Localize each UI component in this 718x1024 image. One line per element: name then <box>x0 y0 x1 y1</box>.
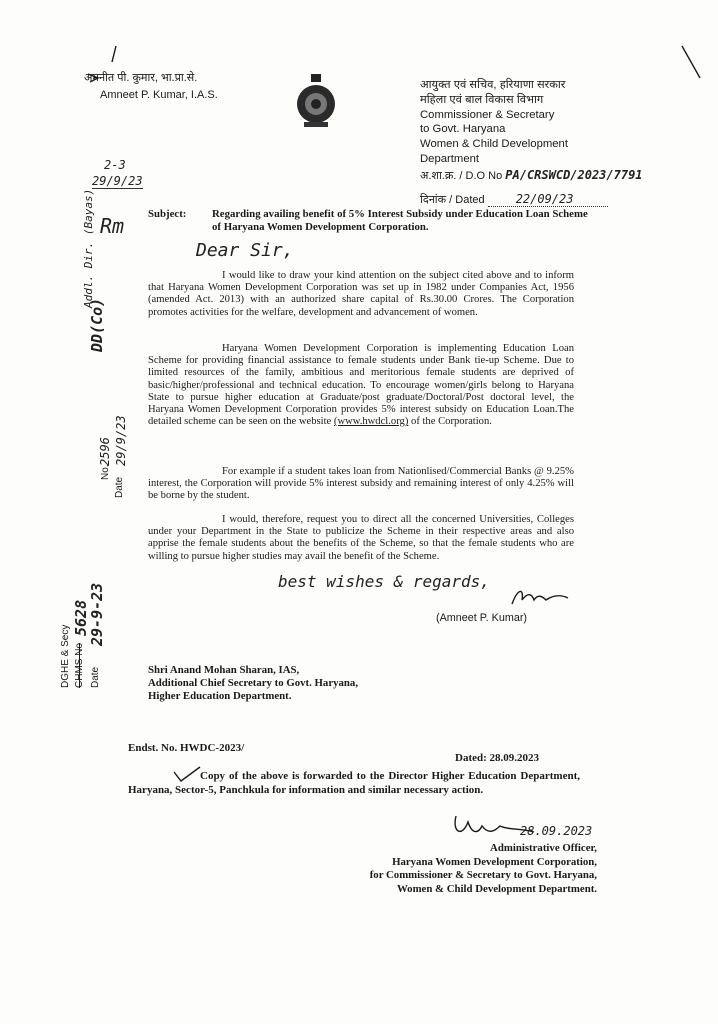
officer-line: for Commissioner & Secretary to Govt. Haryana, <box>369 869 597 882</box>
sender-name: Amneet P. Kumar, I.A.S. <box>100 89 218 101</box>
endorsement-number: Endst. No. HWDC-2023/ <box>128 742 245 754</box>
paragraph-2-text: Haryana Women Development Corporation is implementing Education Loan Scheme for providing financial assistance to female students under Bank tie-up Scheme. Due to limited resources of the family, ambitious and meritorious female students are deprived of basic/higher/professional and technical education. To encourage women/girls belong to Haryana State to pursue higher education at Graduate/post graduate/Doctoral/Post doctoral level, the Haryana Women Development Corporation provides 5% interest subsidy on Education Loan.The detailed scheme can be seen on the website <box>148 343 574 428</box>
subject-text: Regarding availing benefit of 5% Interest Subsidy under Education Loan Scheme of Haryana Women Development Corporation. <box>212 208 588 233</box>
do-number <box>420 168 643 183</box>
receipt-number: 2-3 <box>104 158 126 172</box>
subject-label: Subject: <box>148 208 187 220</box>
body-paragraph-2 <box>148 343 574 428</box>
stamp-date-value: 29/9/23 <box>114 415 128 466</box>
closing-handwritten: best wishes & regards, <box>278 572 490 591</box>
do-label: अ.शा.क्र. / D.O No <box>420 170 503 182</box>
margin-note-addl-dir: Addl. Dir. (Bayas) <box>82 188 95 308</box>
website-link[interactable]: (www.hwdcl.org) <box>333 416 409 428</box>
officer-line: Women & Child Development Department. <box>396 882 597 895</box>
office-line: Women & Child Development <box>420 138 568 151</box>
copy-forward-text: Copy of the above is forwarded to the Director Higher Education Department, Haryana, Sector-5, Panchkula for information and similar necessary action. <box>128 770 580 796</box>
office-line: Department <box>420 152 480 165</box>
body-paragraph-3: For example if a student takes loan from Nationlised/Commercial Banks @ 9.25% interest, the Corporation will provide 5% interest subsidy and remaining interest of only 4.25% will be borne by the student. <box>148 466 574 502</box>
office-block <box>420 78 568 167</box>
signature-icon <box>508 586 572 612</box>
office-hindi-line-1: आयुक्त एवं सचिव, हरियाणा सरकार <box>420 79 566 91</box>
pen-mark-icon <box>80 44 120 84</box>
body-paragraph-4: I would, therefore, request you to direct all the concerned Universities, Colleges under your Department in the State to publicize the Scheme in their respective areas and also apprise the female students about the benefits of the Scheme, so that the female students who are willing to pursue higher studies may avail the benefit of the Scheme. <box>148 514 574 562</box>
margin-note-dd: DD(Co) <box>88 297 106 352</box>
initials-mark: Rm <box>100 214 125 238</box>
stamp-date-label: Date <box>114 476 125 498</box>
signer-name: (Amneet P. Kumar) <box>436 612 528 624</box>
officer-line: Administrative Officer, <box>490 842 597 854</box>
office-line: Commissioner & Secretary <box>420 108 555 121</box>
stamp2-no-label: CHMS No <box>74 642 85 688</box>
dated-line <box>420 192 608 207</box>
addressee-line: Higher Education Department. <box>148 690 292 703</box>
office-line: to Govt. Haryana <box>420 123 506 136</box>
office-hindi-line-2: महिला एवं बाल विकास विभाग <box>420 93 544 106</box>
addressee-line: Shri Anand Mohan Sharan, IAS, <box>148 664 300 676</box>
corner-mark-icon <box>680 44 704 84</box>
stamp2-date-label: Date <box>90 666 101 688</box>
officer-block <box>345 842 597 896</box>
stamp-no-label: No. <box>100 464 111 480</box>
dated-value: 22/09/23 <box>515 192 574 206</box>
endorsement-date: Dated: 28.09.2023 <box>455 752 540 764</box>
salutation: Dear Sir, <box>196 240 294 261</box>
officer-line: Haryana Women Development Corporation, <box>392 855 597 868</box>
dated-label: दिनांक / Dated <box>420 194 485 206</box>
paragraph-2-end: of the Corporation. <box>411 416 492 428</box>
addressee-line: Additional Chief Secretary to Govt. Haryana, <box>148 677 359 690</box>
stamp-no-value: 2596 <box>98 437 112 466</box>
do-value: PA/CRSWCD/2023/7791 <box>505 168 643 182</box>
addressee-block <box>148 664 358 704</box>
receipt-date: 29/9/23 <box>92 174 143 188</box>
stamp2-no-value: 5628 <box>72 599 90 636</box>
sender-hindi: अमनीत पी. कुमार, भा.प्रा.से. <box>84 72 198 84</box>
stamp2-date-value: 29-9-23 <box>88 582 106 646</box>
stamp2-line1: DGHE & Secy <box>60 624 71 688</box>
state-emblem-icon <box>290 72 342 130</box>
officer-sign-date: 28.09.2023 <box>520 824 593 838</box>
body-paragraph-1: I would like to draw your kind attention on the subject cited above and to inform that Haryana Women Development Corporation was set up in 1982 under Companies Act, 1956 (amended Act. 2013) with an authorized share capital of Rs.30.00 Crores. The Corporation promotes activities for the welfare, development and advancement of women. <box>148 270 574 318</box>
